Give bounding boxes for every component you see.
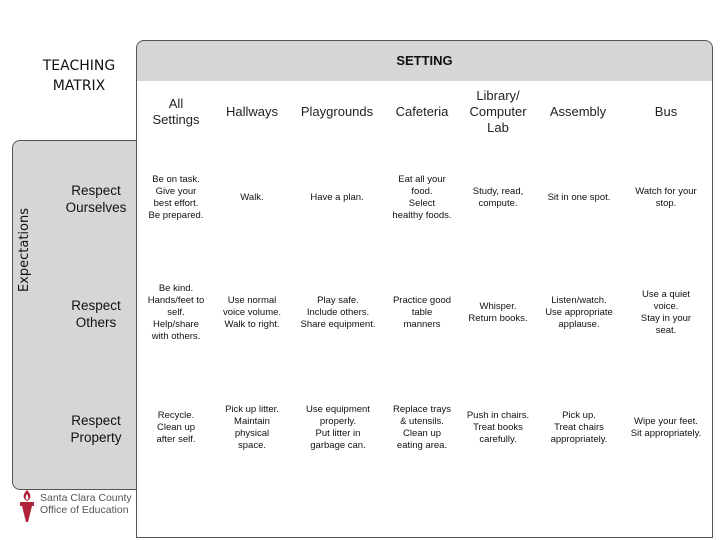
cell-ourselves-all-settings: Be on task. Give your best effort. Be prepared.: [148, 174, 204, 221]
cell-ourselves-library: Study, read, compute.: [472, 186, 524, 209]
cell-ourselves-playgrounds: Have a plan.: [310, 192, 364, 203]
cell-others-assembly: Listen/watch. Use appropriate applause.: [545, 295, 613, 330]
cell-property-bus: Wipe your feet. Sit appropriately.: [630, 416, 702, 439]
col-header-hallways: Hallways: [225, 104, 278, 119]
cell-ourselves-cafeteria: Eat all your food. Select healthy foods.: [392, 174, 452, 221]
cell-property-hallways: Pick up litter. Maintain physical space.: [225, 404, 279, 451]
cell-ourselves-bus: Watch for your stop.: [635, 186, 697, 209]
cell-others-bus: Use a quiet voice. Stay in your seat.: [640, 289, 692, 336]
col-header-all-settings: All Settings: [152, 96, 200, 127]
cell-property-assembly: Pick up. Treat chairs appropriately.: [550, 410, 608, 445]
setting-title: SETTING: [396, 53, 453, 68]
cell-property-playgrounds: Use equipment properly. Put litter in garbage can.: [306, 404, 370, 451]
cell-ourselves-assembly: Sit in one spot.: [547, 192, 611, 203]
page-title: TEACHING MATRIX: [42, 58, 116, 94]
cell-property-cafeteria: Replace trays & utensils. Clean up eating area.: [392, 404, 452, 451]
cell-others-playgrounds: Play safe. Include others. Share equipment.: [300, 295, 376, 330]
logo-line-1: Santa Clara County: [40, 492, 132, 504]
row-header-respect-ourselves: Respect Ourselves: [65, 183, 127, 215]
col-header-bus: Bus: [654, 104, 678, 119]
cell-ourselves-hallways: Walk.: [240, 192, 264, 203]
col-header-library: Library/ Computer Lab: [469, 88, 527, 135]
cell-others-cafeteria: Practice good table manners: [392, 295, 452, 330]
cell-property-library: Push in chairs. Treat books carefully.: [466, 410, 530, 445]
logo-text: [40, 492, 132, 516]
col-header-assembly: Assembly: [549, 104, 607, 119]
cell-others-hallways: Use normal voice volume. Walk to right.: [222, 295, 282, 330]
expectations-label: Expectations: [17, 207, 32, 293]
torch-icon: [14, 488, 40, 524]
cell-others-all-settings: Be kind. Hands/feet to self. Help/share with others.: [147, 283, 205, 342]
row-header-respect-others: Respect Others: [71, 298, 121, 330]
logo-line-2: Office of Education: [40, 504, 129, 516]
row-header-respect-property: Respect Property: [70, 413, 122, 445]
cell-others-library: Whisper. Return books.: [468, 301, 528, 324]
cell-property-all-settings: Recycle. Clean up after self.: [156, 410, 196, 445]
col-header-playgrounds: Playgrounds: [300, 104, 374, 119]
col-header-cafeteria: Cafeteria: [395, 104, 449, 119]
